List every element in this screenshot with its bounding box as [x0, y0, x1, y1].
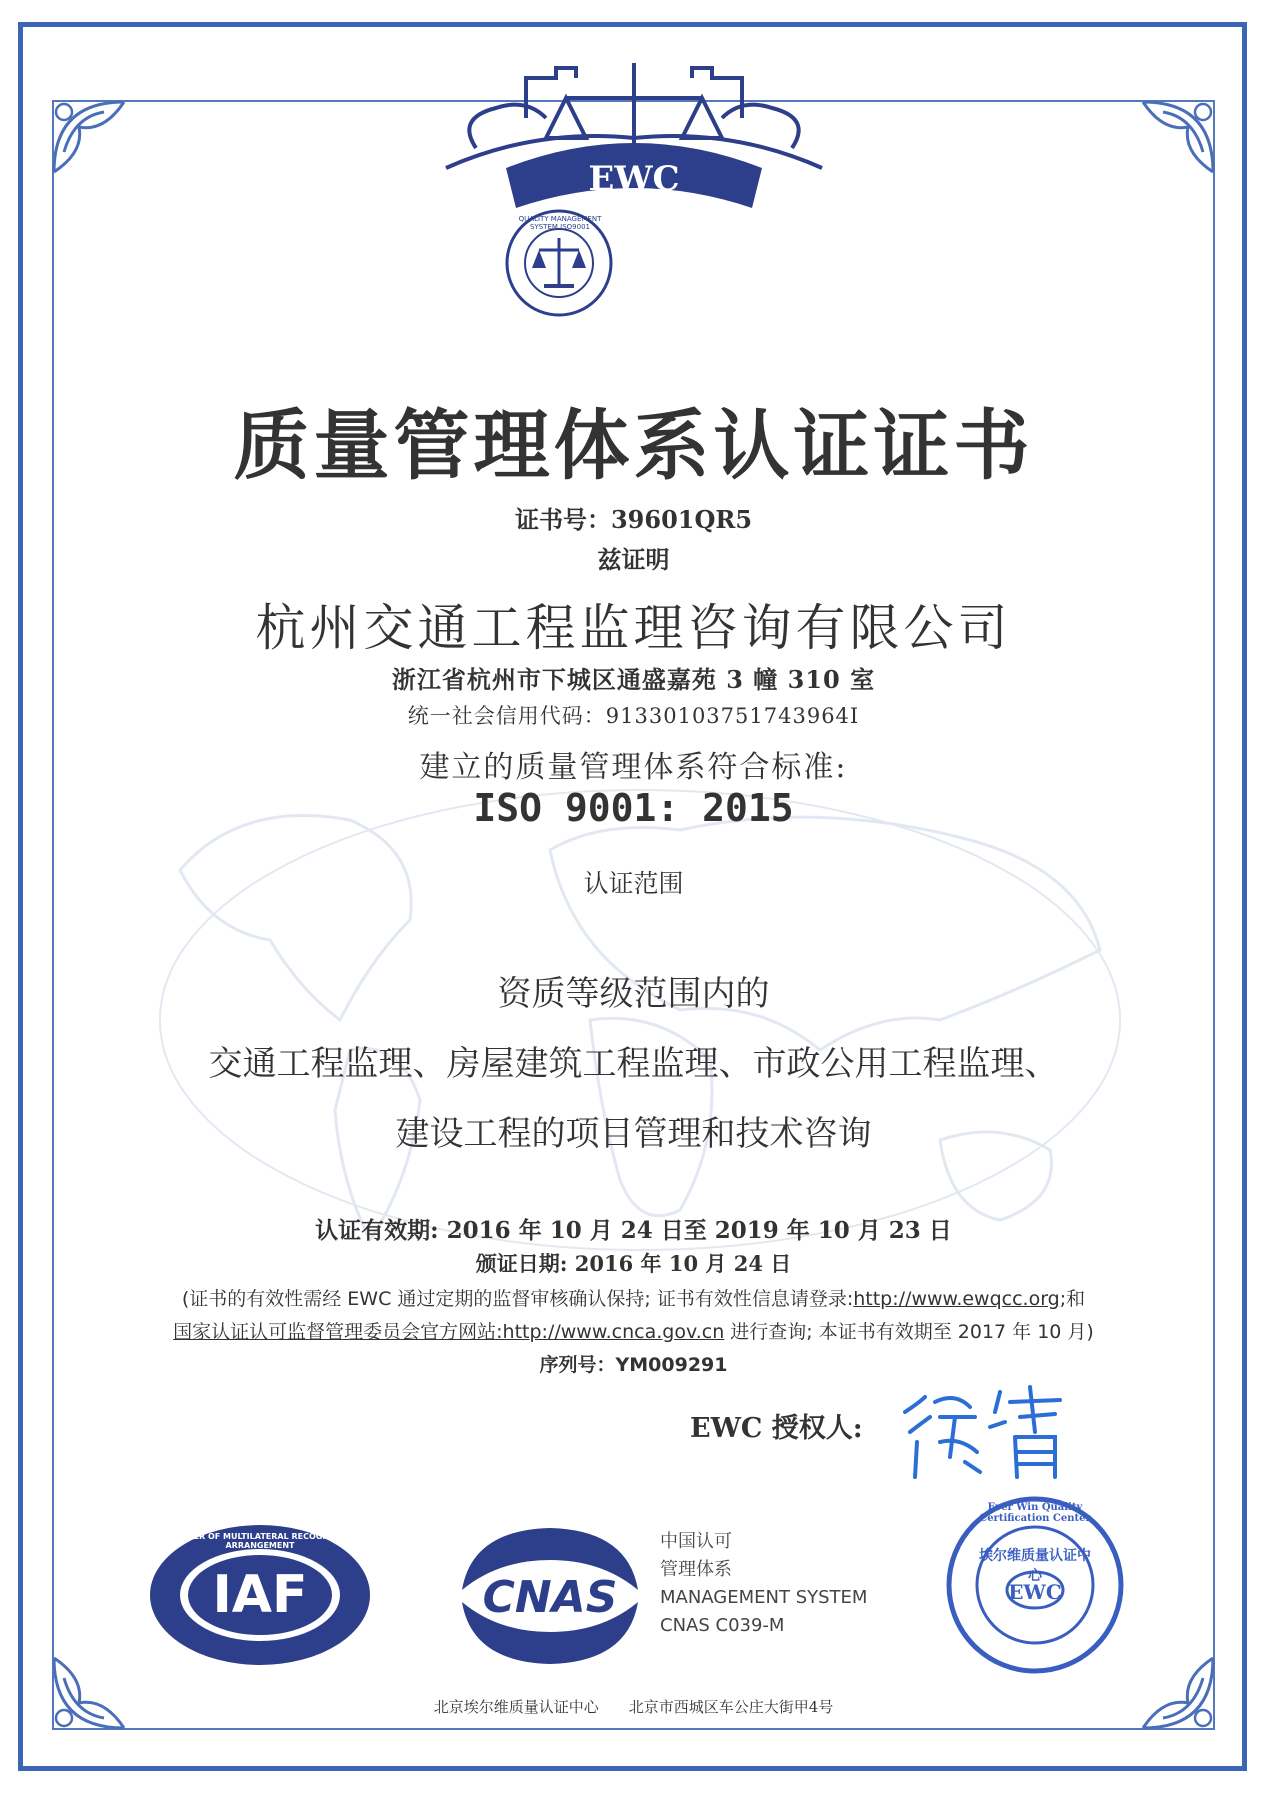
issue-date: 颁证日期: 2016 年 10 月 24 日 [475, 1251, 792, 1276]
ewc-banner-text: EWC [588, 159, 680, 199]
cnas-line-4: CNAS C039-M [660, 1615, 785, 1636]
iaf-text: IAF [212, 1565, 308, 1625]
scope-line-3: 建设工程的项目管理和技术咨询 [395, 1114, 872, 1154]
note-1-prefix: (证书的有效性需经 EWC 通过定期的监督审核确认保持; 证书有效性信息请登录: [181, 1288, 854, 1310]
footer-address: 北京埃尔维质量认证中心 北京市西城区车公庄大街甲4号 [433, 1698, 834, 1716]
ewqcc-link[interactable]: http://www.ewqcc.org [853, 1288, 1060, 1310]
corner-ornament-top-right [1133, 92, 1223, 182]
stamp-center-text: EWC [1008, 1580, 1062, 1604]
ewc-crest-logo [436, 58, 832, 218]
handwritten-signature [895, 1382, 1075, 1482]
corner-ornament-top-left [44, 92, 134, 182]
validity-note-line-2 [0, 1317, 1267, 1344]
scope-line-2: 交通工程监理、房屋建筑工程监理、市政公用工程监理、 [208, 1044, 1059, 1084]
company-name: 杭州交通工程监理咨询有限公司 [255, 599, 1012, 657]
corner-ornament-bottom-right [1133, 1648, 1223, 1738]
cnas-line-2: 管理体系 [660, 1559, 732, 1580]
cnas-text: CNAS [482, 1572, 618, 1623]
standard-label: 建立的质量管理体系符合标准: [419, 750, 848, 785]
validity-note-line-1 [0, 1284, 1267, 1311]
scope-line-1: 资质等级范围内的 [497, 974, 770, 1014]
company-address: 浙江省杭州市下城区通盛嘉苑 3 幢 310 室 [391, 665, 876, 694]
cnas-line-1: 中国认可 [660, 1531, 732, 1552]
seal-ring-text: QUALITY MANAGEMENT SYSTEM ISO9001 [518, 215, 602, 231]
certificate-number: 证书号：39601QR5 [514, 505, 753, 534]
note-1-suffix: ;和 [1059, 1288, 1086, 1310]
cnas-descriptor [660, 1528, 867, 1640]
iso-standard: ISO 9001: 2015 [473, 786, 794, 830]
validity-period: 认证有效期: 2016 年 10 月 24 日至 2019 年 10 月 23 日 [315, 1217, 952, 1244]
stamp-inner-text: 埃尔维质量认证中心 [979, 1548, 1091, 1584]
serial-number: 序列号：YM009291 [539, 1354, 728, 1376]
note-2-suffix: 进行查询; 本证书有效期至 2017 年 10 月) [724, 1321, 1094, 1343]
cnca-link[interactable]: http://www.cnca.gov.cn [502, 1321, 725, 1343]
world-map-watermark [120, 760, 1160, 1280]
corner-ornament-bottom-left [44, 1648, 134, 1738]
hereby-certify-text: 兹证明 [597, 545, 670, 574]
iaf-ring-text: MEMBER OF MULTILATERAL RECOGNITION ARRANGEMENT [166, 1532, 354, 1550]
cnas-line-3: MANAGEMENT SYSTEM [660, 1587, 868, 1608]
credit-code: 统一社会信用代码：91330103751743964I [407, 704, 860, 728]
authorized-signatory-label: EWC 授权人: [690, 1413, 863, 1444]
certificate-title: 质量管理体系认证证书 [233, 401, 1034, 490]
stamp-ring-text: Ever Win Quality Certification Center [979, 1502, 1091, 1524]
scope-label: 认证范围 [583, 869, 684, 898]
cnas-logo [452, 1520, 648, 1670]
cnca-site-label: 国家认证认可监督管理委员会官方网站: [173, 1321, 503, 1343]
